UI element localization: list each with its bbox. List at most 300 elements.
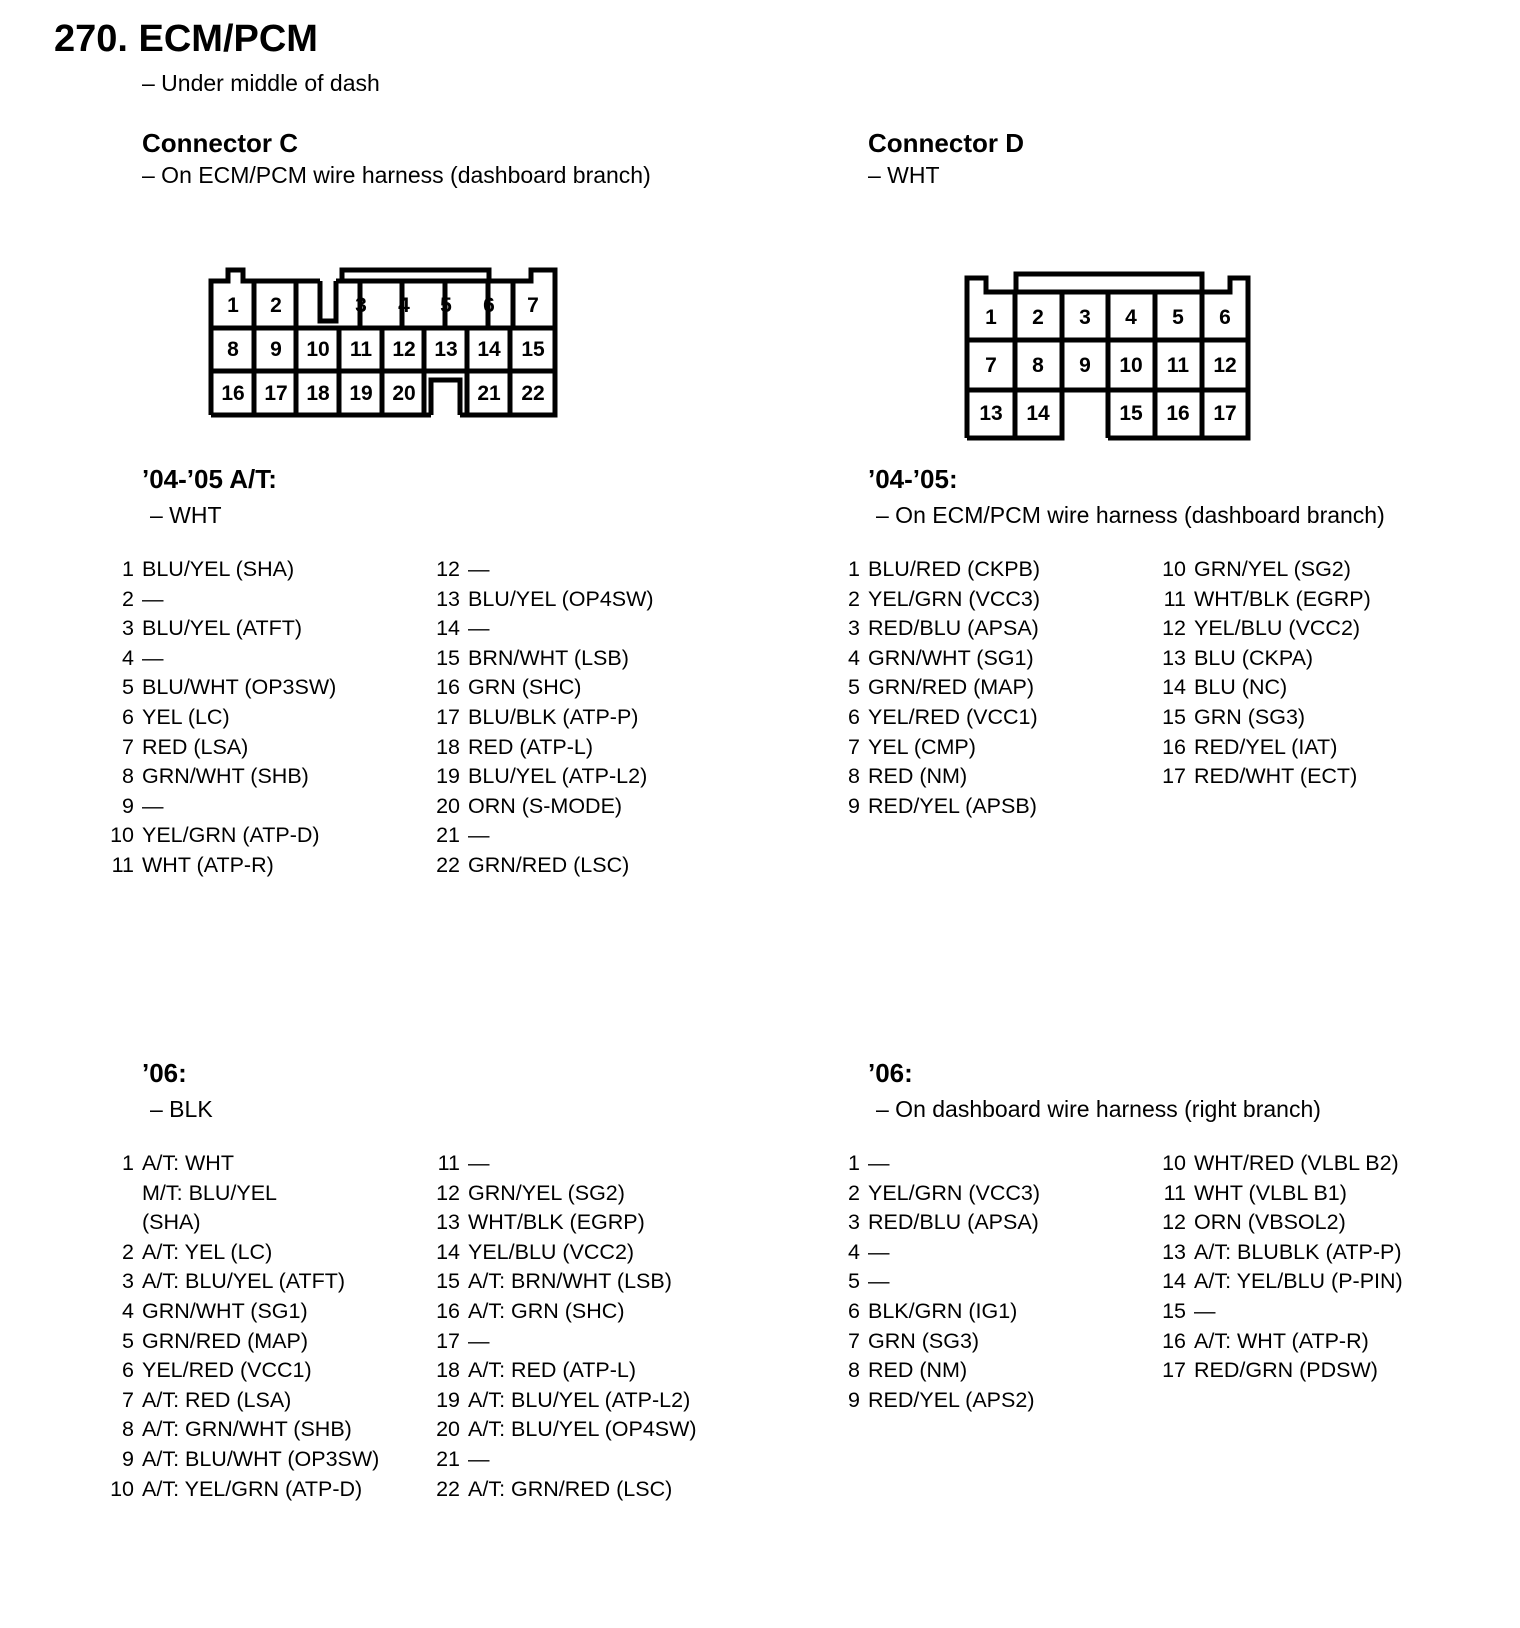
pin-row (826, 1179, 1040, 1209)
pin-description: YEL/BLU (VCC2) (1194, 616, 1361, 641)
pin-row (426, 733, 654, 763)
pin-number: 14 (1162, 675, 1186, 700)
pin-row (100, 585, 336, 615)
pin-number: 15 (1162, 704, 1186, 729)
pin-row (1152, 1356, 1403, 1386)
pin-row (100, 1415, 379, 1445)
pin-row (1152, 1149, 1403, 1179)
pin-description: A/T: RED (LSA) (142, 1387, 292, 1412)
pin-number: 13 (1162, 645, 1186, 670)
pin-description: — (468, 616, 490, 641)
pin-row (426, 1149, 697, 1179)
connector-d-pin: 15 (1119, 402, 1143, 425)
pin-number: 10 (110, 1476, 134, 1501)
pin-number: 11 (111, 852, 134, 877)
pin-row (100, 1386, 379, 1416)
pin-row (100, 1267, 379, 1297)
pin-description: RED (NM) (868, 1358, 968, 1383)
pin-row (426, 1238, 697, 1268)
pin-row (100, 792, 336, 822)
pin-number: 12 (1162, 1210, 1186, 1235)
connector-c-title: Connector C (142, 128, 298, 158)
pin-number: 5 (122, 1328, 134, 1353)
connector-c-pin: 12 (392, 338, 416, 361)
pin-number: 17 (1162, 764, 1186, 789)
pin-description: A/T: GRN/RED (LSC) (468, 1476, 673, 1501)
pin-description: — (1194, 1298, 1216, 1323)
pin-number: 13 (1162, 1239, 1186, 1264)
pin-number: 17 (436, 1328, 460, 1353)
pin-description: GRN/RED (LSC) (468, 852, 630, 877)
pin-row (826, 1238, 1040, 1268)
pin-row (100, 1208, 379, 1238)
connector-c-pin: 3 (355, 294, 367, 317)
pin-number: 7 (122, 1387, 134, 1412)
pin-row (100, 821, 336, 851)
pin-description: GRN/RED (MAP) (868, 675, 1035, 700)
connector-c-pin: 22 (521, 382, 545, 405)
pin-number: 3 (848, 1210, 860, 1235)
pin-row (826, 1356, 1040, 1386)
pin-number: 17 (436, 704, 460, 729)
pin-description: YEL/RED (VCC1) (142, 1358, 312, 1383)
pin-row (100, 851, 336, 881)
pin-row (1152, 1327, 1403, 1357)
pin-description: BLK/GRN (IG1) (868, 1298, 1018, 1323)
pin-description: A/T: YEL (LC) (142, 1239, 273, 1264)
connector-c-pin: 8 (227, 338, 239, 361)
pin-number: 12 (1162, 616, 1186, 641)
connector-c-v1-color: – WHT (150, 502, 222, 528)
pin-row (1152, 1238, 1403, 1268)
pin-row (100, 644, 336, 674)
connector-c-v2-color: – BLK (150, 1096, 213, 1122)
pin-description: RED/BLU (APSA) (868, 1210, 1039, 1235)
pin-row (826, 1149, 1040, 1179)
connector-c-v2-heading: ’06: (142, 1058, 187, 1088)
pin-number: 2 (122, 1239, 134, 1264)
connector-c-v2-list-col2 (426, 1149, 697, 1504)
pin-number: 8 (848, 1358, 860, 1383)
pin-row (426, 585, 654, 615)
pin-description: — (468, 1446, 490, 1471)
connector-d-pin: 9 (1079, 354, 1091, 377)
pin-number: 14 (436, 1239, 460, 1264)
pin-row (1152, 762, 1371, 792)
pin-description: A/T: GRN/WHT (SHB) (142, 1417, 352, 1442)
pin-description: BLU/YEL (SHA) (142, 557, 295, 581)
pin-number: 1 (848, 1151, 860, 1175)
page-location: – Under middle of dash (142, 70, 380, 96)
pin-number: 7 (848, 1328, 860, 1353)
pin-description: RED (NM) (868, 764, 968, 789)
pin-description: BRN/WHT (LSB) (468, 645, 629, 670)
connector-c-pin: 13 (434, 338, 458, 361)
pin-description: BLU (NC) (1194, 675, 1288, 700)
pin-description: RED/GRN (PDSW) (1194, 1358, 1378, 1383)
pin-number: 9 (122, 793, 134, 818)
pin-description: RED/YEL (APSB) (868, 793, 1037, 818)
pin-row (1152, 703, 1371, 733)
page-title: 270. ECM/PCM (54, 18, 318, 60)
connector-d-location: – WHT (868, 162, 940, 188)
pin-description: A/T: BLUBLK (ATP-P) (1194, 1239, 1402, 1264)
pin-number: 14 (1162, 1269, 1186, 1294)
pin-number: 3 (122, 616, 134, 641)
pin-number: 10 (110, 823, 134, 848)
pin-number: 9 (848, 1387, 860, 1412)
pin-description: RED (LSA) (142, 734, 249, 759)
pin-description: BLU/YEL (OP4SW) (468, 586, 654, 611)
pin-row (100, 762, 336, 792)
pin-number: 8 (848, 764, 860, 789)
pin-description: GRN/WHT (SG1) (142, 1298, 308, 1323)
pin-number: 11 (1163, 586, 1186, 611)
connector-d-pin: 2 (1032, 306, 1044, 329)
connector-d-v2-list-col2 (1152, 1149, 1403, 1386)
connector-d-v2-heading: ’06: (868, 1058, 913, 1088)
pin-description: A/T: WHT (ATP-R) (1194, 1328, 1369, 1353)
pin-number: 9 (122, 1446, 134, 1471)
connector-c-pin: 18 (306, 382, 330, 405)
connector-c-v2-list-col1 (100, 1149, 379, 1504)
connector-c-pin: 9 (270, 338, 282, 361)
connector-d-v1-color: – On ECM/PCM wire harness (dashboard branch) (876, 502, 1385, 528)
pin-number: 17 (1162, 1358, 1186, 1383)
pin-description: (SHA) (142, 1210, 201, 1235)
pin-number: 19 (436, 1387, 460, 1412)
pin-description: RED/YEL (IAT) (1194, 734, 1338, 759)
pin-description: YEL/GRN (VCC3) (868, 586, 1041, 611)
pin-row (426, 555, 654, 585)
connector-c-pin: 1 (227, 294, 239, 317)
connector-d-v2-color: – On dashboard wire harness (right branch) (876, 1096, 1321, 1122)
connector-d-pin: 5 (1172, 306, 1184, 329)
pin-description: — (868, 1151, 890, 1175)
pin-row (100, 1475, 379, 1505)
pin-description: GRN (SG3) (868, 1328, 980, 1353)
pin-number: 21 (436, 1446, 460, 1471)
connector-d-pin: 16 (1166, 402, 1190, 425)
pin-row (426, 1386, 697, 1416)
pin-row (1152, 1267, 1403, 1297)
pin-number: 4 (122, 645, 134, 670)
pin-number: 15 (436, 1269, 460, 1294)
pin-description: — (142, 586, 164, 611)
pin-row (1152, 1208, 1403, 1238)
pin-number (100, 1179, 142, 1209)
pin-row (1152, 555, 1371, 585)
pin-row (826, 703, 1040, 733)
pin-description: BLU/WHT (OP3SW) (142, 675, 337, 700)
pin-number: 3 (848, 616, 860, 641)
pin-description: — (868, 1239, 890, 1264)
pin-description: GRN/YEL (SG2) (1194, 557, 1351, 581)
connector-d-pin: 14 (1026, 402, 1050, 425)
pin-description: A/T: RED (ATP-L) (468, 1358, 637, 1383)
pin-description: — (468, 823, 490, 848)
connector-c-diagram (0, 0, 700, 440)
pin-row (100, 1179, 379, 1209)
connector-c-location: – On ECM/PCM wire harness (dashboard branch) (142, 162, 651, 188)
pin-number: 14 (436, 616, 460, 641)
pin-description: RED (ATP-L) (468, 734, 594, 759)
pin-description: WHT (VLBL B1) (1194, 1180, 1347, 1205)
pin-number: 16 (1162, 1328, 1186, 1353)
pin-row (100, 1445, 379, 1475)
pin-number: 5 (848, 675, 860, 700)
connector-c-pin: 4 (398, 294, 410, 317)
pin-description: — (142, 793, 164, 818)
pin-number: 9 (848, 793, 860, 818)
pin-row (426, 1208, 697, 1238)
pin-number: 6 (122, 1358, 134, 1383)
pin-number: 18 (436, 1358, 460, 1383)
pin-description: ORN (S-MODE) (468, 793, 623, 818)
connector-c-pin: 11 (349, 338, 373, 361)
pin-number: 13 (436, 586, 460, 611)
pin-row (426, 1356, 697, 1386)
pin-description: GRN (SG3) (1194, 704, 1306, 729)
pin-row (426, 1445, 697, 1475)
pin-description: A/T: GRN (SHC) (468, 1298, 625, 1323)
pin-description: — (468, 557, 490, 581)
pin-number: 15 (436, 645, 460, 670)
pin-row (426, 1475, 697, 1505)
pin-row (100, 1238, 379, 1268)
pin-description: M/T: BLU/YEL (142, 1180, 278, 1205)
pin-number: 10 (1162, 1151, 1186, 1175)
pin-description: RED/BLU (APSA) (868, 616, 1039, 641)
connector-d-pin: 4 (1125, 306, 1137, 329)
pin-description: GRN/WHT (SHB) (142, 764, 309, 789)
pin-row (100, 1149, 379, 1179)
pin-number: 2 (848, 586, 860, 611)
pin-description: WHT/RED (VLBL B2) (1194, 1151, 1399, 1175)
pin-description: BLU/RED (CKPB) (868, 557, 1041, 581)
pin-row (426, 644, 654, 674)
connector-c-pin: 10 (306, 338, 330, 361)
pin-number: 8 (122, 764, 134, 789)
pin-row (1152, 585, 1371, 615)
pin-row (100, 703, 336, 733)
pin-description: GRN/YEL (SG2) (468, 1180, 625, 1205)
pin-description: YEL (LC) (142, 704, 230, 729)
pin-row (100, 1327, 379, 1357)
connector-c-pin: 2 (270, 294, 282, 317)
pin-description: A/T: YEL/BLU (P-PIN) (1194, 1269, 1403, 1294)
connector-d-pin: 6 (1219, 306, 1231, 329)
pin-description: RED/YEL (APS2) (868, 1387, 1035, 1412)
connector-d-pin: 10 (1119, 354, 1143, 377)
connector-c-pin: 6 (483, 294, 495, 317)
pin-description: BLU/BLK (ATP-P) (468, 704, 639, 729)
pin-description: GRN (SHC) (468, 675, 582, 700)
pin-number: 6 (848, 1298, 860, 1323)
pin-number: 11 (437, 1151, 460, 1175)
connector-c-pin: 5 (440, 294, 452, 317)
pin-number: 19 (436, 764, 460, 789)
pin-row (1152, 733, 1371, 763)
pin-number: 3 (122, 1269, 134, 1294)
pin-description: WHT (ATP-R) (142, 852, 274, 877)
pin-number: 13 (436, 1210, 460, 1235)
pin-row (826, 733, 1040, 763)
pin-row (826, 644, 1040, 674)
pin-number: 5 (848, 1269, 860, 1294)
connector-d-v1-heading: ’04-’05: (868, 464, 958, 494)
pin-number: 22 (436, 1476, 460, 1501)
pin-number: 21 (436, 823, 460, 848)
pin-description: ORN (VBSOL2) (1194, 1210, 1346, 1235)
pin-number: 5 (122, 675, 134, 700)
pin-row (426, 1327, 697, 1357)
pin-number: 7 (122, 734, 134, 759)
connector-c-pin: 17 (264, 382, 288, 405)
pin-row (1152, 673, 1371, 703)
connector-d-pin: 1 (985, 306, 997, 329)
pin-description: YEL (CMP) (868, 734, 976, 759)
pin-number: 1 (122, 557, 134, 581)
pin-description: A/T: BLU/YEL (ATFT) (142, 1269, 346, 1294)
pin-description: GRN/WHT (SG1) (868, 645, 1034, 670)
pin-description: BLU (CKPA) (1194, 645, 1314, 670)
pin-number: 12 (436, 1180, 460, 1205)
pin-row (826, 614, 1040, 644)
pin-row (426, 1297, 697, 1327)
pin-description: A/T: BLU/WHT (OP3SW) (142, 1446, 380, 1471)
pin-row (826, 555, 1040, 585)
pin-number: 22 (436, 852, 460, 877)
pin-row (1152, 1297, 1403, 1327)
connector-c-pin: 14 (477, 338, 501, 361)
connector-d-v2-list-col1 (826, 1149, 1040, 1415)
pin-description: — (468, 1328, 490, 1353)
pin-number: 16 (436, 1298, 460, 1323)
pin-description: A/T: WHT (142, 1151, 234, 1175)
pin-number: 1 (122, 1151, 134, 1175)
pin-row (426, 1267, 697, 1297)
pin-number: 10 (1162, 557, 1186, 581)
pin-row (1152, 644, 1371, 674)
pin-row (426, 614, 654, 644)
pin-row (826, 1386, 1040, 1416)
pin-description: A/T: BLU/YEL (ATP-L2) (468, 1387, 691, 1412)
connector-d-pin: 13 (979, 402, 1003, 425)
pin-row (426, 1415, 697, 1445)
pin-number (100, 1208, 142, 1238)
pin-row (100, 733, 336, 763)
connector-d-pin: 8 (1032, 354, 1044, 377)
pin-number: 4 (122, 1298, 134, 1323)
connector-c-pin: 15 (521, 338, 545, 361)
pin-row (1152, 1179, 1403, 1209)
connector-d-pin: 17 (1213, 402, 1237, 425)
connector-c-pin: 20 (392, 382, 416, 405)
pin-description: A/T: BRN/WHT (LSB) (468, 1269, 672, 1294)
connector-d-pin: 3 (1079, 306, 1091, 329)
pin-number: 20 (436, 1417, 460, 1442)
pin-number: 16 (436, 675, 460, 700)
pin-description: A/T: BLU/YEL (OP4SW) (468, 1417, 697, 1442)
pin-description: — (868, 1269, 890, 1294)
pin-row (826, 673, 1040, 703)
pin-row (426, 821, 654, 851)
connector-c-pin: 16 (221, 382, 245, 405)
connector-d-v1-list-col1 (826, 555, 1040, 821)
connector-d-title: Connector D (868, 128, 1024, 158)
pin-row (826, 1297, 1040, 1327)
pin-description: YEL/BLU (VCC2) (468, 1239, 635, 1264)
pin-description: — (142, 645, 164, 670)
pin-description: YEL/RED (VCC1) (868, 704, 1038, 729)
pin-number: 6 (848, 704, 860, 729)
pin-number: 20 (436, 793, 460, 818)
connector-d-pin: 12 (1213, 354, 1237, 377)
pin-row (426, 673, 654, 703)
pin-description: WHT/BLK (EGRP) (468, 1210, 645, 1235)
pin-number: 8 (122, 1417, 134, 1442)
pin-row (100, 1297, 379, 1327)
pin-row (100, 1356, 379, 1386)
pin-row (826, 585, 1040, 615)
pin-number: 4 (848, 1239, 860, 1264)
connector-d-diagram (900, 0, 1300, 460)
pin-number: 2 (122, 586, 134, 611)
pin-number: 4 (848, 645, 860, 670)
connector-d-v1-list-col2 (1152, 555, 1371, 792)
pin-number: 18 (436, 734, 460, 759)
pin-description: GRN/RED (MAP) (142, 1328, 309, 1353)
pin-number: 6 (122, 704, 134, 729)
pin-number: 12 (436, 557, 460, 581)
pin-row (426, 851, 654, 881)
pin-number: 11 (1163, 1180, 1186, 1205)
pin-description: YEL/GRN (ATP-D) (142, 823, 320, 848)
connector-c-pin: 7 (527, 294, 539, 317)
pin-number: 16 (1162, 734, 1186, 759)
pin-description: RED/WHT (ECT) (1194, 764, 1358, 789)
pin-description: BLU/YEL (ATP-L2) (468, 764, 648, 789)
pin-description: A/T: YEL/GRN (ATP-D) (142, 1476, 363, 1501)
pin-number: 7 (848, 734, 860, 759)
connector-c-v1-list-col2 (426, 555, 654, 881)
pin-number: 1 (848, 557, 860, 581)
pin-row (100, 555, 336, 585)
pin-number: 15 (1162, 1298, 1186, 1323)
pin-description: YEL/GRN (VCC3) (868, 1180, 1041, 1205)
connector-c-v1-heading: ’04-’05 A/T: (142, 464, 277, 494)
pin-row (1152, 614, 1371, 644)
connector-c-v1-list-col1 (100, 555, 336, 881)
pin-row (100, 673, 336, 703)
connector-d-pin: 11 (1166, 354, 1190, 377)
pin-row (426, 1179, 697, 1209)
pin-row (826, 792, 1040, 822)
connector-c-pin: 21 (477, 382, 501, 405)
pin-row (826, 1208, 1040, 1238)
pin-description: — (468, 1151, 490, 1175)
pin-row (100, 614, 336, 644)
connector-d-pin: 7 (985, 354, 997, 377)
connector-c-pin: 19 (349, 382, 373, 405)
pin-description: WHT/BLK (EGRP) (1194, 586, 1371, 611)
pin-row (426, 762, 654, 792)
pin-description: BLU/YEL (ATFT) (142, 616, 303, 641)
pin-row (426, 703, 654, 733)
pin-row (426, 792, 654, 822)
pin-row (826, 762, 1040, 792)
